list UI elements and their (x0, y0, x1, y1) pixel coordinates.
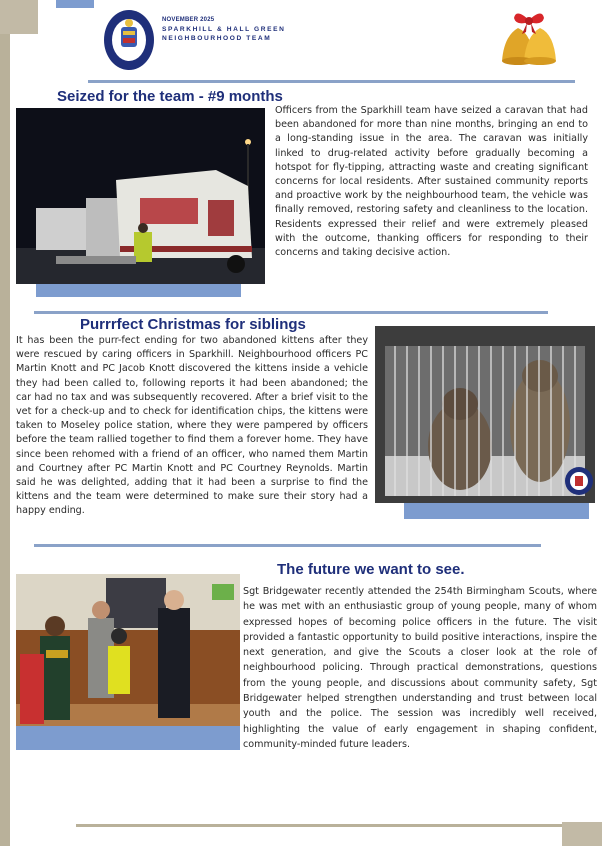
footer-divider (76, 824, 562, 827)
article-3-title: The future we want to see. (277, 561, 465, 578)
article-1-body: Officers from the Sparkhill team have seized a caravan that had been abandoned for more than nine months, bringing an end to a long-standing issue in the area. The caravan was initially linked to drug-related activity before gradually becoming a hotspot for fly-tipping, attracting waste and creating significant concerns for local residents. After sustained community reports and proactive work by the neighbourhood team, the vehicle was finally removed, restoring safety and cleanliness to the location. Residents expressed their relief and were extremely pleased with the outcome, thanking officers for responding to their concerns and taking decisive action. (275, 105, 588, 259)
article-2-photo-kittens (375, 326, 595, 503)
police-crest-icon (103, 9, 155, 71)
article-2-title: Purrrfect Christmas for siblings (80, 316, 306, 333)
section-divider-1 (34, 311, 548, 314)
article-2-caption-bar (404, 503, 589, 519)
article-3-photo-scouts (16, 574, 240, 726)
article-1-caption-bar (36, 284, 241, 297)
header-divider (88, 80, 575, 83)
article-3-body: Sgt Bridgewater recently attended the 254th Birmingham Scouts, where he was met with an enthusiastic group of young people, many of whom expressed hopes of becoming police officers in the future. The visit provided a fantastic opportunity to build positive interactions, inspire the next generation, and give the Scouts a closer look at the role of neighbourhood policing. Through practical demonstrations, questions from the young people, and discussions about community safety, Sgt Bridgewater helped strengthen understanding and trust between local youth and the police. The session was incredibly well received, highlighting the value of early engagement in shaping confident, community-minded future leaders. (243, 586, 597, 750)
corner-block-bottom-right (562, 822, 602, 846)
newsletter-date: NOVEMBER 2025 (162, 17, 215, 23)
corner-block-top-left (0, 0, 38, 34)
article-1-photo-caravan (16, 108, 265, 284)
police-logo (103, 9, 155, 71)
article-1-title: Seized for the team - #9 months (57, 88, 283, 105)
section-divider-2 (34, 544, 541, 547)
article-3-caption-bar (16, 726, 240, 750)
team-name-line2: NEIGHBOURHOOD TEAM (162, 35, 272, 42)
corner-block-top (56, 0, 94, 8)
christmas-bells-icon (492, 6, 566, 68)
left-margin-strip (0, 34, 10, 846)
team-name-line1: SPARKHILL & HALL GREEN (162, 26, 286, 33)
article-2-body: It has been the purr-fect ending for two abandoned kittens after they were rescued by caring officers in Sparkhill. Neighbourhood officers PC Martin Knott and PC Jacob Knott discovered the kittens inside a vehicle they had been called to, following reports it had been abandoned; the car had no tax and was subsequently recovered. After a brief visit to the vet for a check-up and to check for identification chips, the kittens were taken to Moseley police station, where they were pampered by officers before the team rallied together to find them a forever home. They have since been rehomed with a friend of an officer, who named them Martin and Courtney after PC Martin Knott and PC Courtney Reynolds. Martin said he was delighted, adding that it had been a surprise to find the kittens and the team were determined to make sure their story had a happy ending. (16, 335, 368, 517)
